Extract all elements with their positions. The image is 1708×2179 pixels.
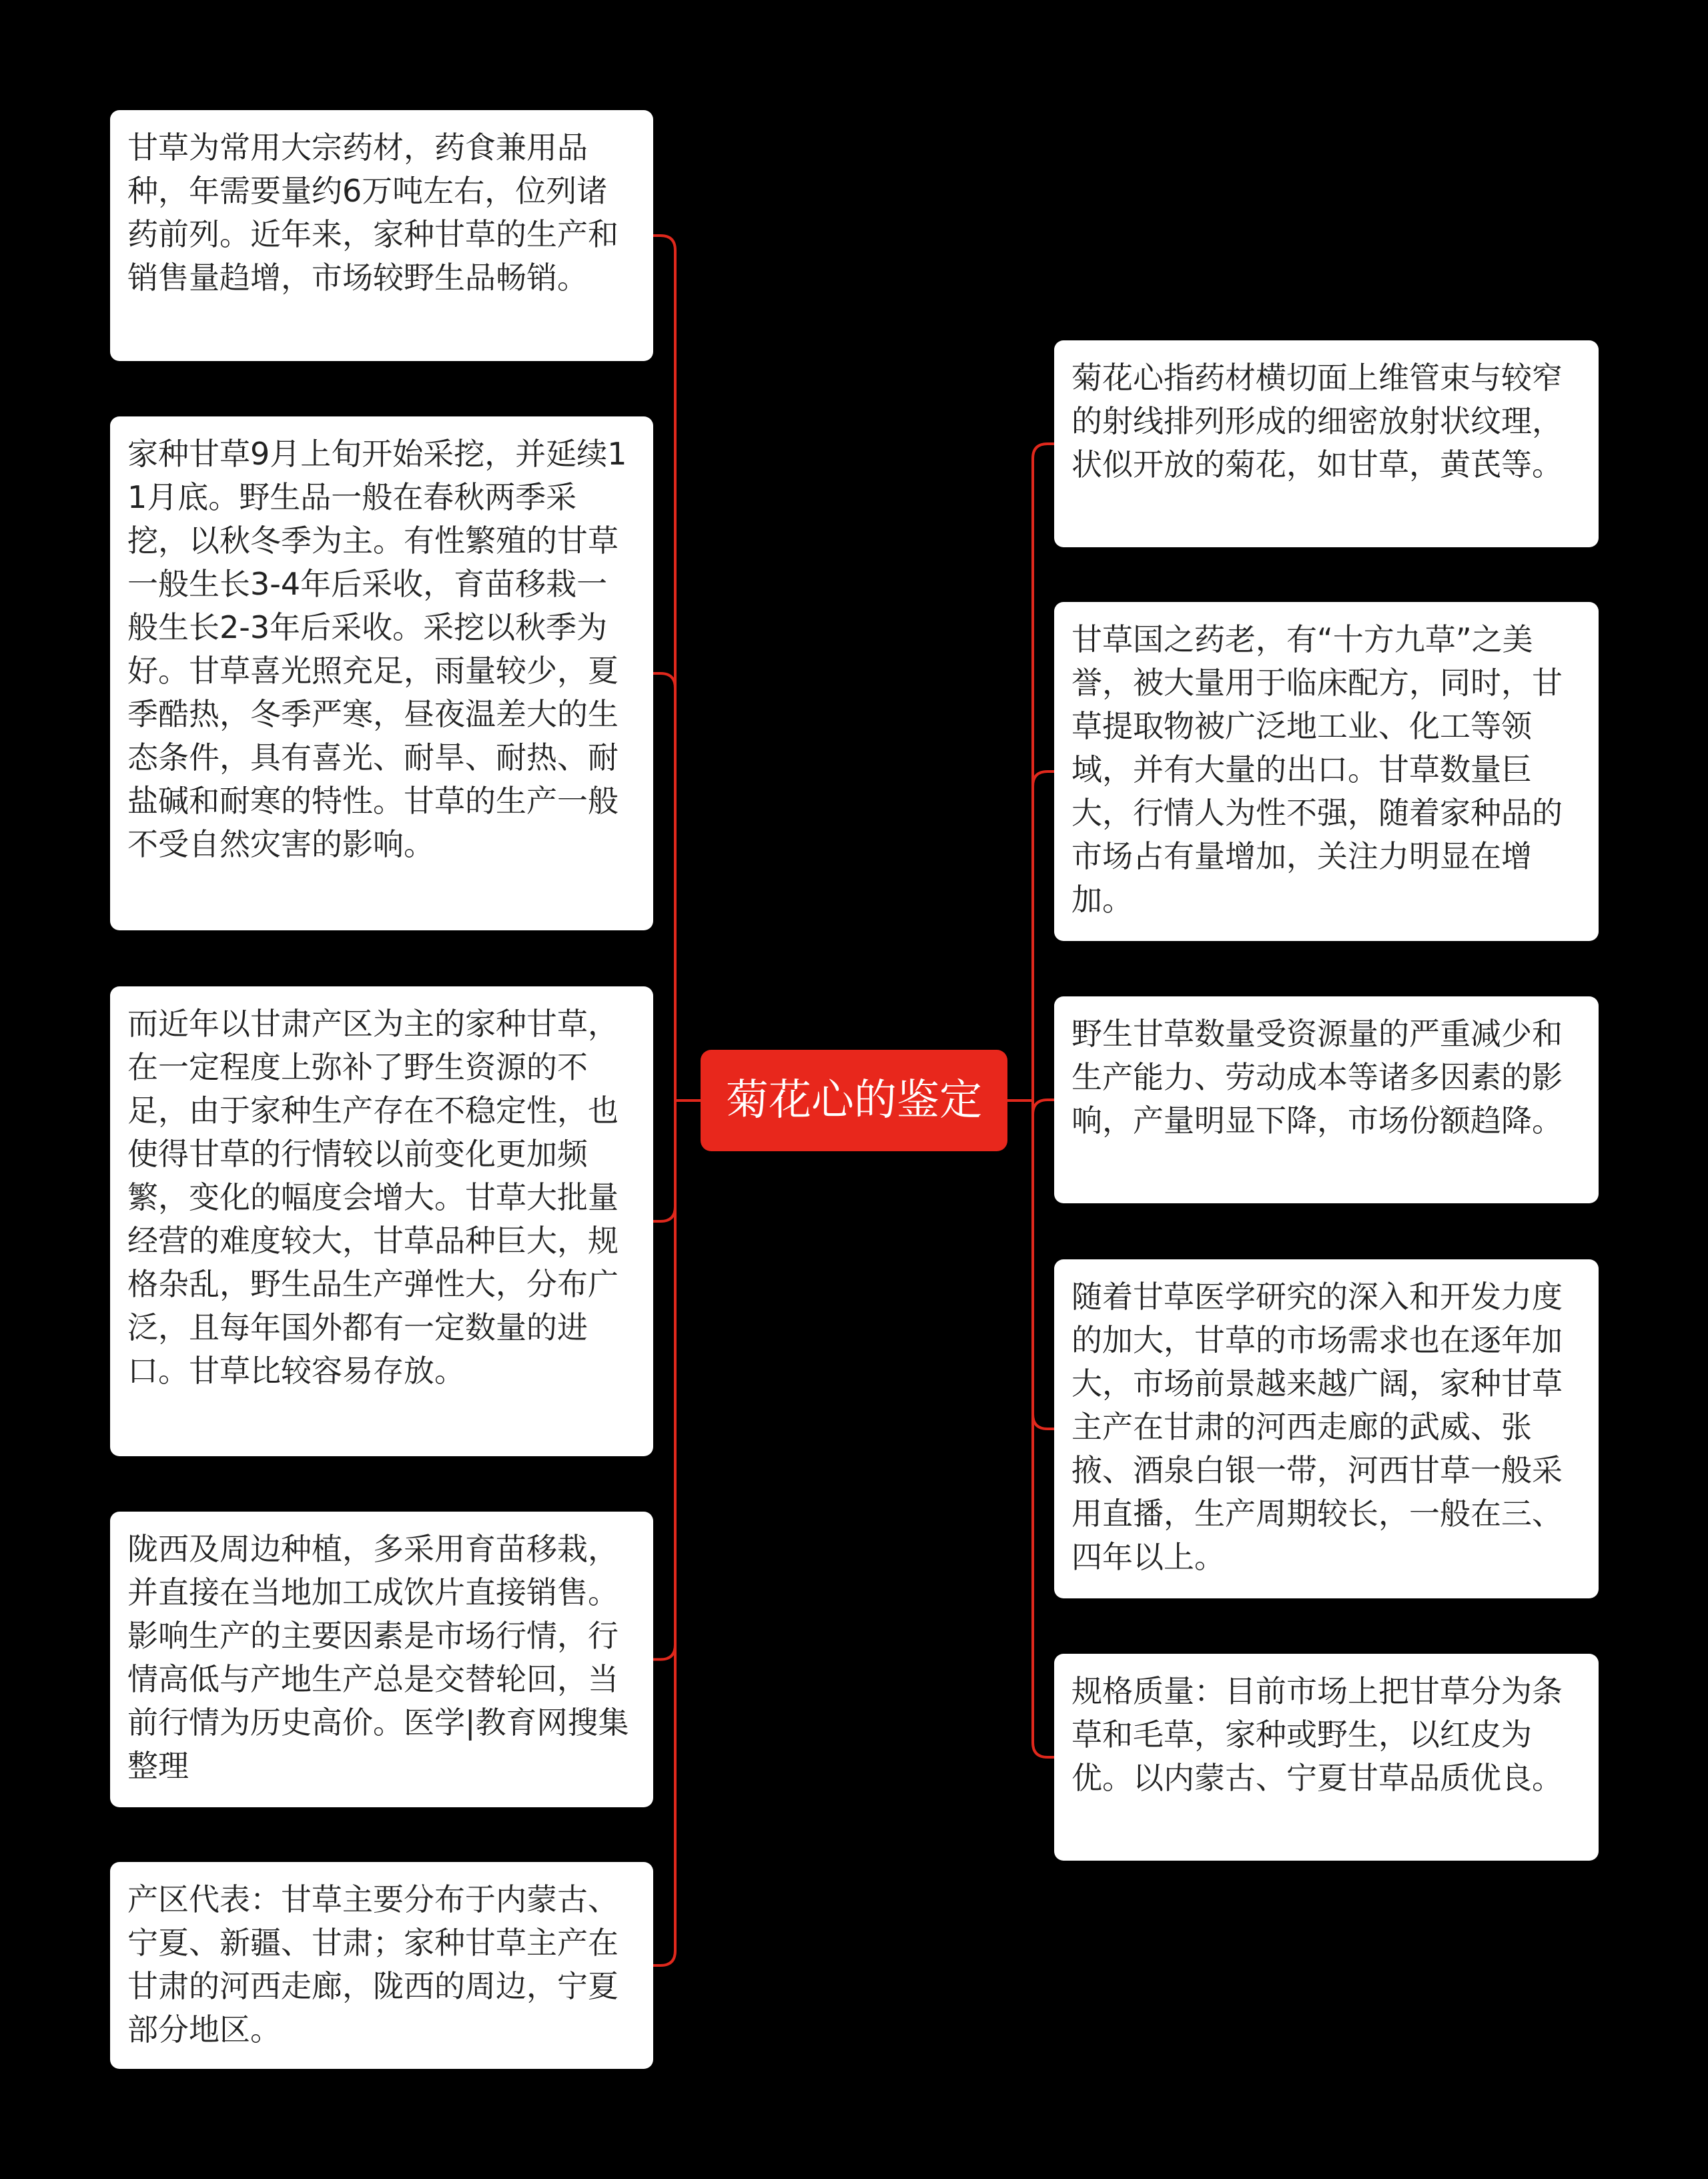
- connector-line: [1033, 771, 1054, 1101]
- topic-text: 陇西及周边种植，多采用育苗移栽，并直接在当地加工成饮片直接销售。影响生产的主要因素是市场行情，行情高低与产地生产总是交替轮回，当前行情为历史高价。医学|教育网搜集整理: [127, 1531, 629, 1784]
- left-topic-node[interactable]: [110, 1512, 653, 1807]
- topic-text: 菊花心指药材横切面上维管束与较窄的射线排列形成的细密放射状纹理，状似开放的菊花，如甘草，黄芪等。: [1072, 360, 1563, 483]
- topic-text: 规格质量：目前市场上把甘草分为条草和毛草，家种或野生，以红皮为优。以内蒙古、宁夏甘草品质优良。: [1072, 1673, 1563, 1796]
- left-topic-node[interactable]: [110, 416, 653, 930]
- left-topic-node[interactable]: [110, 986, 653, 1456]
- connector-line: [653, 1101, 675, 1221]
- central-topic-label: 菊花心的鉴定: [726, 1076, 982, 1125]
- right-topic-node[interactable]: [1054, 996, 1599, 1203]
- right-topic-node[interactable]: [1054, 602, 1599, 941]
- central-topic[interactable]: [701, 1050, 1007, 1151]
- right-topic-node[interactable]: [1054, 1259, 1599, 1598]
- connector-line: [653, 1101, 675, 1965]
- connector-line: [653, 1101, 675, 1660]
- connector-line: [653, 236, 675, 1101]
- topic-text: 随着甘草医学研究的深入和开发力度的加大，甘草的市场需求也在逐年加大，市场前景越来越广阔，家种甘草主产在甘肃的河西走廊的武威、张掖、酒泉白银一带，河西甘草一般采用直播，生产周期较长，一般在三、四年以上。: [1072, 1279, 1563, 1575]
- topic-text: 产区代表：甘草主要分布于内蒙古、宁夏、新疆、甘肃；家种甘草主产在甘肃的河西走廊，陇西的周边，宁夏部分地区。: [127, 1881, 618, 2048]
- left-topic-node[interactable]: [110, 110, 653, 361]
- connector-line: [1033, 1100, 1054, 1115]
- right-topic-node[interactable]: [1054, 340, 1599, 547]
- topic-text: 甘草国之药老，有“十方九草”之美誉，被大量用于临床配方，同时，甘草提取物被广泛地工业、化工等领域，并有大量的出口。甘草数量巨大，行情人为性不强，随着家种品的市场占有量增加，关注力明显在增加。: [1072, 621, 1563, 918]
- right-topic-node[interactable]: [1054, 1654, 1599, 1861]
- topic-text: 家种甘草9月上旬开始采挖，并延续11月底。野生品一般在春秋两季采挖，以秋冬季为主。有性繁殖的甘草一般生长3-4年后采收，育苗移栽一般生长2-3年后采收。采挖以秋季为好。甘草喜光照充足，雨量较少，夏季酷热，冬季严寒，昼夜温差大的生态条件，具有喜光、耐旱、耐热、耐盐碱和耐寒的特性。甘草的生产一般不受自然灾害的影响。: [127, 436, 627, 862]
- connector-line: [1033, 1101, 1054, 1429]
- topic-text: 而近年以甘肃产区为主的家种甘草，在一定程度上弥补了野生资源的不足，由于家种生产存在不稳定性，也使得甘草的行情较以前变化更加频繁，变化的幅度会增大。甘草大批量经营的难度较大，甘草品种巨大，规格杂乱，野生品生产弹性大，分布广泛，且每年国外都有一定数量的进口。甘草比较容易存放。: [127, 1006, 618, 1389]
- topic-text: 甘草为常用大宗药材，药食兼用品种，年需要量约6万吨左右，位列诸药前列。近年来，家种甘草的生产和销售量趋增，市场较野生品畅销。: [127, 129, 618, 296]
- left-topic-node[interactable]: [110, 1862, 653, 2069]
- topic-text: 野生甘草数量受资源量的严重减少和生产能力、劳动成本等诸多因素的影响，产量明显下降，市场份额趋降。: [1072, 1016, 1563, 1139]
- connector-line: [653, 673, 675, 1101]
